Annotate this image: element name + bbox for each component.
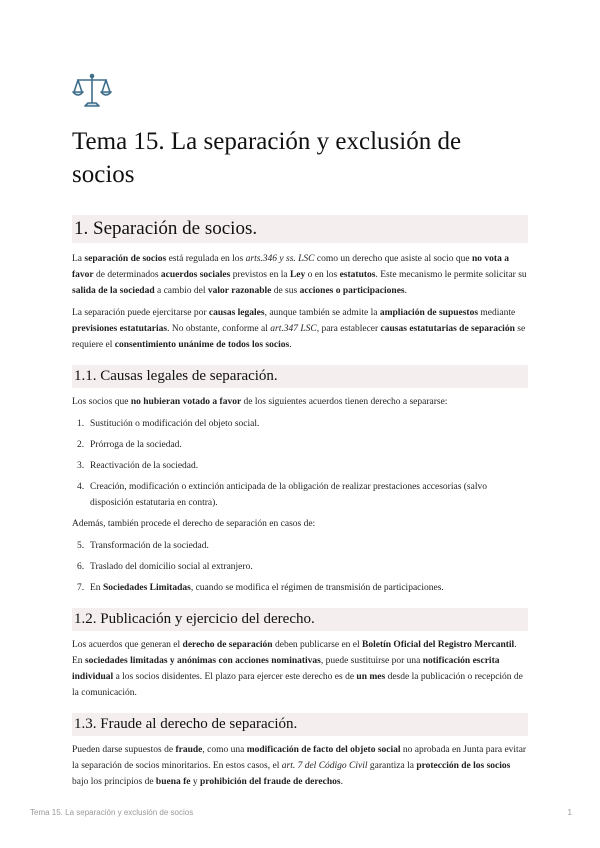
paragraph-fraude (72, 742, 528, 790)
bold-text: prohibición del fraude de derechos (199, 777, 341, 787)
text-run: se requiere el (72, 324, 526, 350)
bold-text: valor razonable (207, 286, 272, 296)
bold-text: Boletín Oficial del Registro Mercantil (362, 640, 515, 650)
balance-scale-icon (72, 70, 112, 110)
text-run: La (72, 254, 85, 264)
text-run: deben publicarse en el (272, 640, 363, 650)
bold-text: sociedades limitadas y anónimas con acciones nominativas (84, 656, 321, 666)
text-run: Sustitución o modificación del objeto social. (90, 419, 260, 429)
text-run: de determinados (93, 270, 161, 280)
bold-text: causas estatutarias de separación (380, 324, 515, 334)
text-run: mediante (478, 308, 516, 318)
text-run: Prórroga de la sociedad. (90, 440, 182, 450)
text-run: y (190, 777, 200, 787)
bold-text: derecho de separación (182, 640, 273, 650)
text-run: garantiza la (367, 761, 417, 771)
text-run: . Este mecanismo le permite solicitar su (375, 270, 527, 280)
bold-text: protección de los socios (416, 761, 511, 771)
bold-text: consentimiento unánime de todos los socios (114, 340, 290, 350)
bold-text: fraude (175, 745, 203, 755)
bold-text: salida de la sociedad (72, 286, 155, 296)
paragraph-causas (72, 305, 528, 353)
text-run: , puede sustituirse por una (320, 656, 423, 666)
text-run: Transformación de la sociedad. (90, 541, 209, 551)
text-run: En (90, 583, 103, 593)
bold-text: separación de socios (84, 254, 167, 264)
list-item (72, 479, 528, 511)
text-run: . No obstante, conforme al (167, 324, 271, 334)
document-page (72, 70, 528, 796)
text-run: bajo los principios de (72, 777, 156, 787)
bold-text: modificación de facto del objeto social (246, 745, 401, 755)
bold-text: ampliación de supuestos (379, 308, 479, 318)
bold-text: previsiones estatutarias (72, 324, 168, 334)
text-run: o en los (305, 270, 340, 280)
bold-text: no vota a favor (72, 254, 509, 280)
text-run: como un derecho que asiste al socio que (314, 254, 473, 264)
text-run: de sus (271, 286, 300, 296)
page-title: Tema 15. La separación y exclusión de socios (72, 128, 462, 188)
list-number: 2. (77, 440, 85, 450)
list-number: 6. (77, 562, 85, 572)
paragraph-ademas (72, 516, 528, 532)
page-footer (30, 808, 572, 817)
list-item (72, 437, 528, 453)
text-run: Creación, modificación o extinción anticipada de la obligación de realizar prestaciones accesorias (salvo disposición estatutaria en contra). (90, 482, 487, 508)
bold-text: estatutos (339, 270, 376, 280)
text-run: , aunque también se admite la (264, 308, 380, 318)
bold-text: acciones o participaciones (299, 286, 405, 296)
list-number: 1. (77, 419, 85, 429)
text-run: Reactivación de la sociedad. (90, 461, 199, 471)
paragraph-intro (72, 251, 528, 299)
bold-text: causas legales (208, 308, 265, 318)
text-run: , para establecer (316, 324, 381, 334)
text-run: . (404, 286, 407, 296)
list-number: 7. (77, 583, 85, 593)
text-run: Pueden darse supuestos de (72, 745, 176, 755)
text-run: desde la publicación o recepción de la comunicación. (72, 672, 523, 698)
text-run: . (289, 340, 292, 350)
bold-text: Ley (289, 270, 306, 280)
text-run: . (340, 777, 343, 787)
list-number: 3. (77, 461, 85, 471)
list-item (72, 458, 528, 474)
list-item (72, 580, 528, 596)
page-number: 1 (567, 808, 572, 817)
text-run: está regulada en los (166, 254, 246, 264)
paragraph-publicacion (72, 637, 528, 701)
text-run: , cuando se modifica el régimen de transmisión de participaciones. (190, 583, 444, 593)
bold-text: buena fe (155, 777, 191, 787)
list-item (72, 559, 528, 575)
bold-text: Sociedades Limitadas (102, 583, 191, 593)
text-run: Los socios que (72, 397, 131, 407)
text-run: no aprobada en Junta para evitar la separación de socios minoritarios. En estos casos, el (72, 745, 527, 771)
subheading-fraude: 1.3. Fraude al derecho de separación. (72, 713, 528, 736)
list-number: 4. (77, 482, 85, 492)
subheading-causas-legales: 1.1. Causas legales de separación. (72, 365, 528, 388)
footer-title: Tema 15. La separación y exclusión de socios (30, 808, 194, 817)
causes-list-2 (72, 538, 528, 596)
legal-reference: art.347 LSC (270, 324, 317, 334)
bold-text: un mes (356, 672, 386, 682)
legal-reference: art. 7 del Código Civil (281, 761, 368, 771)
causes-list-1 (72, 416, 528, 511)
legal-reference: arts.346 y ss. LSC (245, 254, 315, 264)
text-run: de los siguientes acuerdos tienen derecho a separarse: (241, 397, 448, 407)
text-run: previstos en la (230, 270, 290, 280)
text-run: Los acuerdos que generan el (72, 640, 183, 650)
text-run: a los socios disidentes. El plazo para ejercer este derecho es de (113, 672, 357, 682)
text-run: , como una (202, 745, 247, 755)
paragraph-causas-intro (72, 394, 528, 410)
list-item (72, 538, 528, 554)
text-run: . En (72, 640, 517, 666)
text-run: a cambio del (154, 286, 208, 296)
text-run: Además, también procede el derecho de separación en casos de: (72, 519, 316, 529)
bold-text: no hubieran votado a favor (130, 397, 242, 407)
bold-text: acuerdos sociales (160, 270, 231, 280)
bold-text: notificación escrita individual (72, 656, 500, 682)
section-heading-separacion: 1. Separación de socios. (72, 215, 528, 243)
text-run: La separación puede ejercitarse por (72, 308, 209, 318)
text-run: Traslado del domicilio social al extranjero. (90, 562, 253, 572)
list-number: 5. (77, 541, 85, 551)
subheading-publicacion: 1.2. Publicación y ejercicio del derecho. (72, 608, 528, 631)
list-item (72, 416, 528, 432)
